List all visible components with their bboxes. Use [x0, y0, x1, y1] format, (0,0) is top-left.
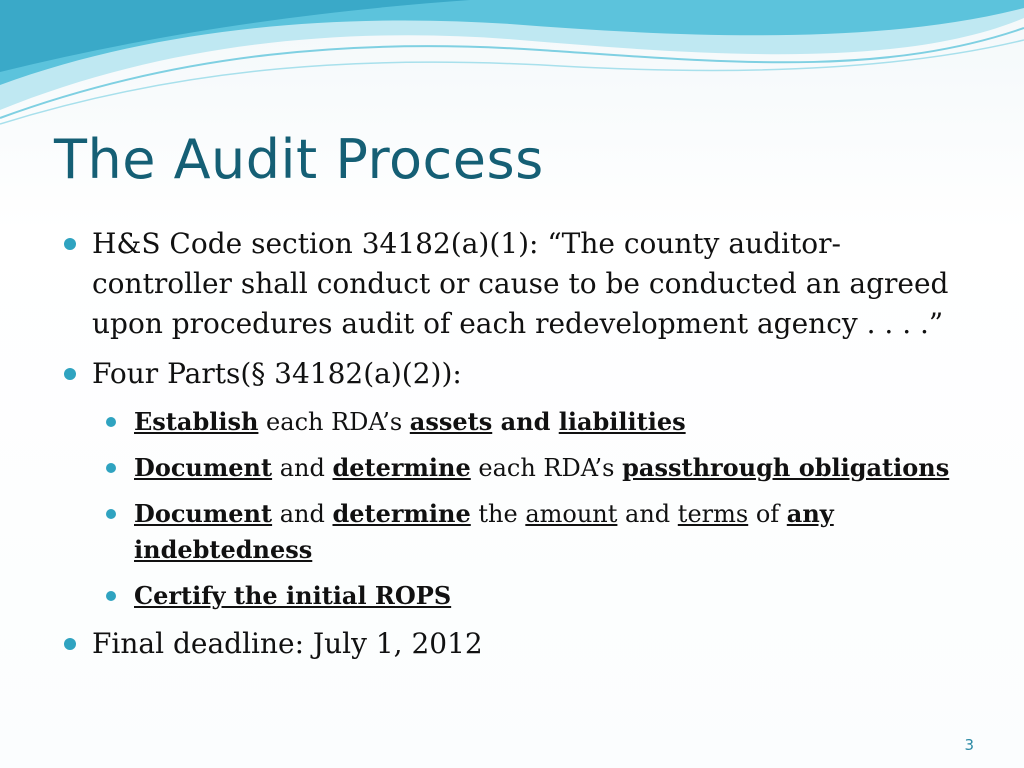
bullet-dot-icon [64, 638, 76, 650]
text-amount: amount [525, 500, 618, 528]
bullet-text: Four Parts(§ 34182(a)(2)): [92, 357, 462, 390]
sub-bullet-dot-icon [106, 509, 116, 519]
text-plain: and [272, 454, 333, 482]
text-assets: assets [409, 407, 493, 436]
sub-bullet-indebtedness [106, 496, 974, 568]
sub-bullet-dot-icon [106, 417, 116, 427]
text-document: Document [134, 499, 273, 528]
bullet-text: Final deadline: July 1, 2012 [92, 627, 483, 660]
bullet-final-deadline [64, 624, 974, 664]
text-establish: Establish [134, 407, 259, 436]
text-certify-rops: Certify the initial ROPS [134, 581, 452, 610]
bullet-dot-icon [64, 238, 76, 250]
sub-bullet-certify [106, 578, 974, 614]
bullet-text: H&S Code section 34182(a)(1): “The county auditor-controller shall conduct or cause to be conducted an agreed upon procedures audit of each redevelopment agency . . . .” [92, 227, 949, 340]
text-terms: terms [677, 500, 749, 528]
text-plain: each RDA’s [470, 454, 623, 482]
text-plain: and [272, 500, 333, 528]
bullet-dot-icon [64, 368, 76, 380]
text-plain: each RDA’s [258, 408, 410, 436]
sub-bullet-establish [106, 404, 974, 440]
decorative-wave-header [0, 0, 1024, 130]
sub-bullet-dot-icon [106, 463, 116, 473]
sub-bullet-dot-icon [106, 591, 116, 601]
slide-title: The Audit Process [54, 128, 544, 191]
text-plain: and [617, 500, 678, 528]
text-determine: determine [332, 453, 471, 482]
text-liabilities: liabilities [558, 407, 686, 436]
text-and: and [492, 407, 559, 436]
text-determine: determine [332, 499, 471, 528]
slide-body [64, 224, 974, 674]
text-plain: the [470, 500, 526, 528]
text-any-indebtedness: any indebtedness [134, 499, 834, 564]
bullet-four-parts [64, 354, 974, 394]
text-plain: of [748, 500, 787, 528]
text-passthrough-obligations: passthrough obligations [622, 453, 950, 482]
page-number: 3 [964, 736, 974, 754]
bullet-code-section [64, 224, 974, 344]
text-document: Document [134, 453, 273, 482]
sub-bullet-passthrough [106, 450, 974, 486]
